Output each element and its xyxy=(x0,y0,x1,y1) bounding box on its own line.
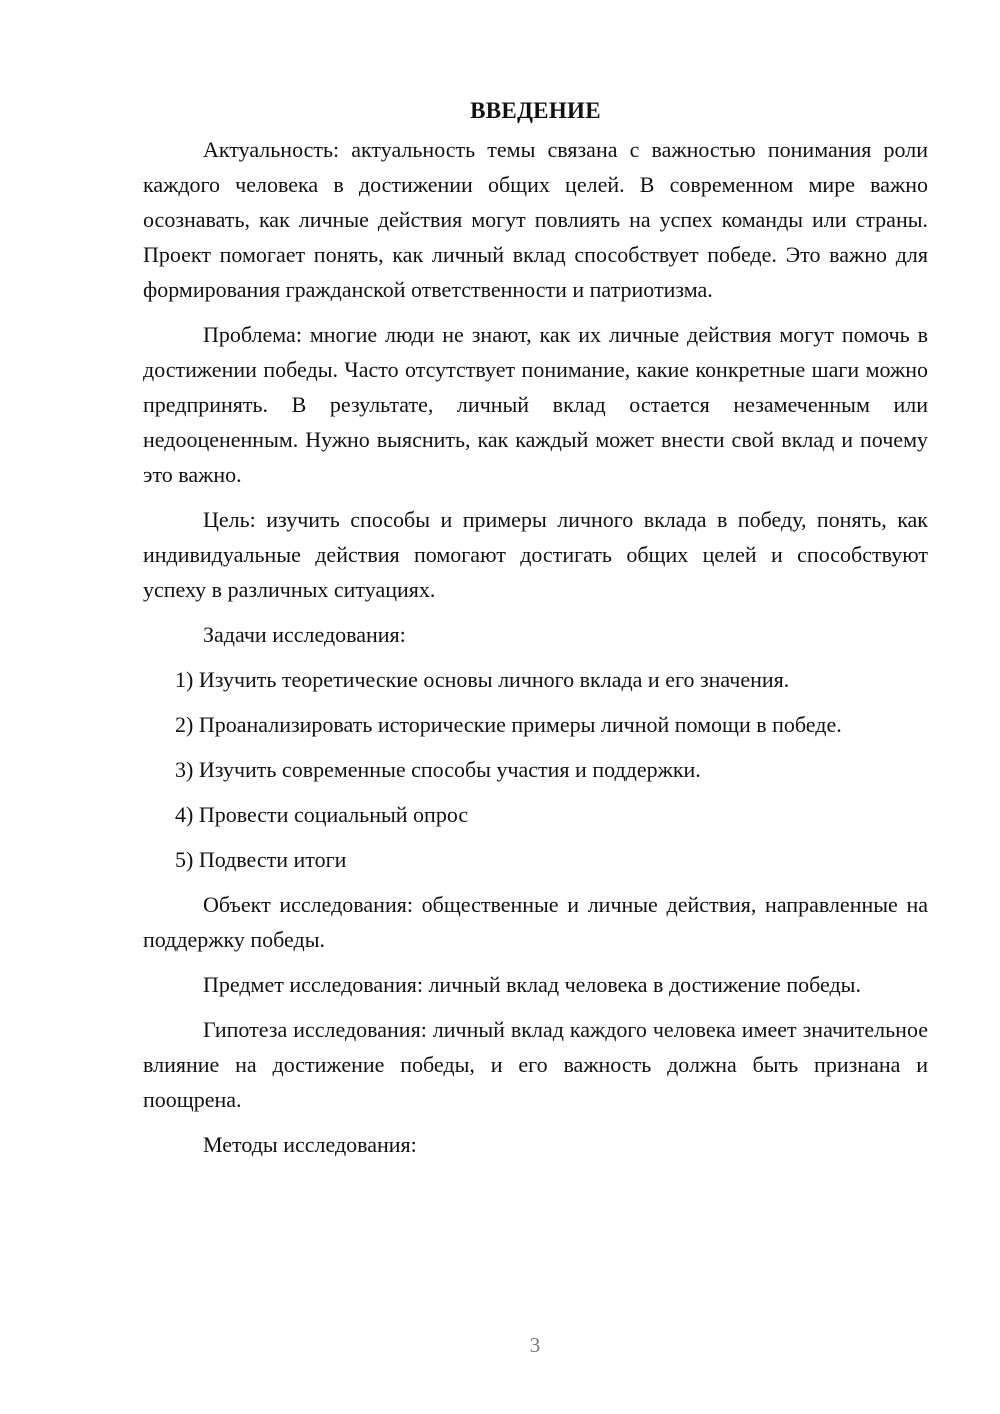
paragraph-subject: Предмет исследования: личный вклад человека в достижение победы. xyxy=(203,972,861,997)
page-title: ВВЕДЕНИЕ xyxy=(470,98,601,123)
paragraph-relevance: Актуальность: актуальность темы связана с важностью понимания роли каждого человека в достижении общих целей. В современном мире важно осознавать, как личные действия могут повлиять на успех команды или страны. Проект помогает понять, как личный вклад способствует победе. Это важно для формирования гражданской ответственности и патриотизма. xyxy=(143,137,928,302)
page-number: 3 xyxy=(529,1333,541,1357)
task-item-5: 5) Подвести итоги xyxy=(175,847,347,872)
document-page xyxy=(143,96,928,1172)
paragraph-object: Объект исследования: общественные и личные действия, направленные на поддержку победы. xyxy=(143,892,928,952)
paragraph-hypothesis: Гипотеза исследования: личный вклад каждого человека имеет значительное влияние на достижение победы, и его важность должна быть признана и поощрена. xyxy=(143,1017,928,1112)
task-item-1: 1) Изучить теоретические основы личного вклада и его значения. xyxy=(175,667,790,692)
task-item-4: 4) Провести социальный опрос xyxy=(175,802,469,827)
task-item-3: 3) Изучить современные способы участия и поддержки. xyxy=(175,757,701,782)
tasks-heading: Задачи исследования: xyxy=(203,622,406,647)
paragraph-goal: Цель: изучить способы и примеры личного вклада в победу, понять, как индивидуальные действия помогают достигать общих целей и способствуют успеху в различных ситуациях. xyxy=(143,507,928,602)
methods-heading: Методы исследования: xyxy=(203,1132,417,1157)
task-item-2: 2) Проанализировать исторические примеры личной помощи в победе. xyxy=(175,712,842,737)
paragraph-problem: Проблема: многие люди не знают, как их личные действия могут помочь в достижении победы. Часто отсутствует понимание, какие конкретные шаги можно предпринять. В результате, личный вклад остается незамеченным или недооцененным. Нужно выяснить, как каждый может внести свой вклад и почему это важно. xyxy=(143,322,928,487)
